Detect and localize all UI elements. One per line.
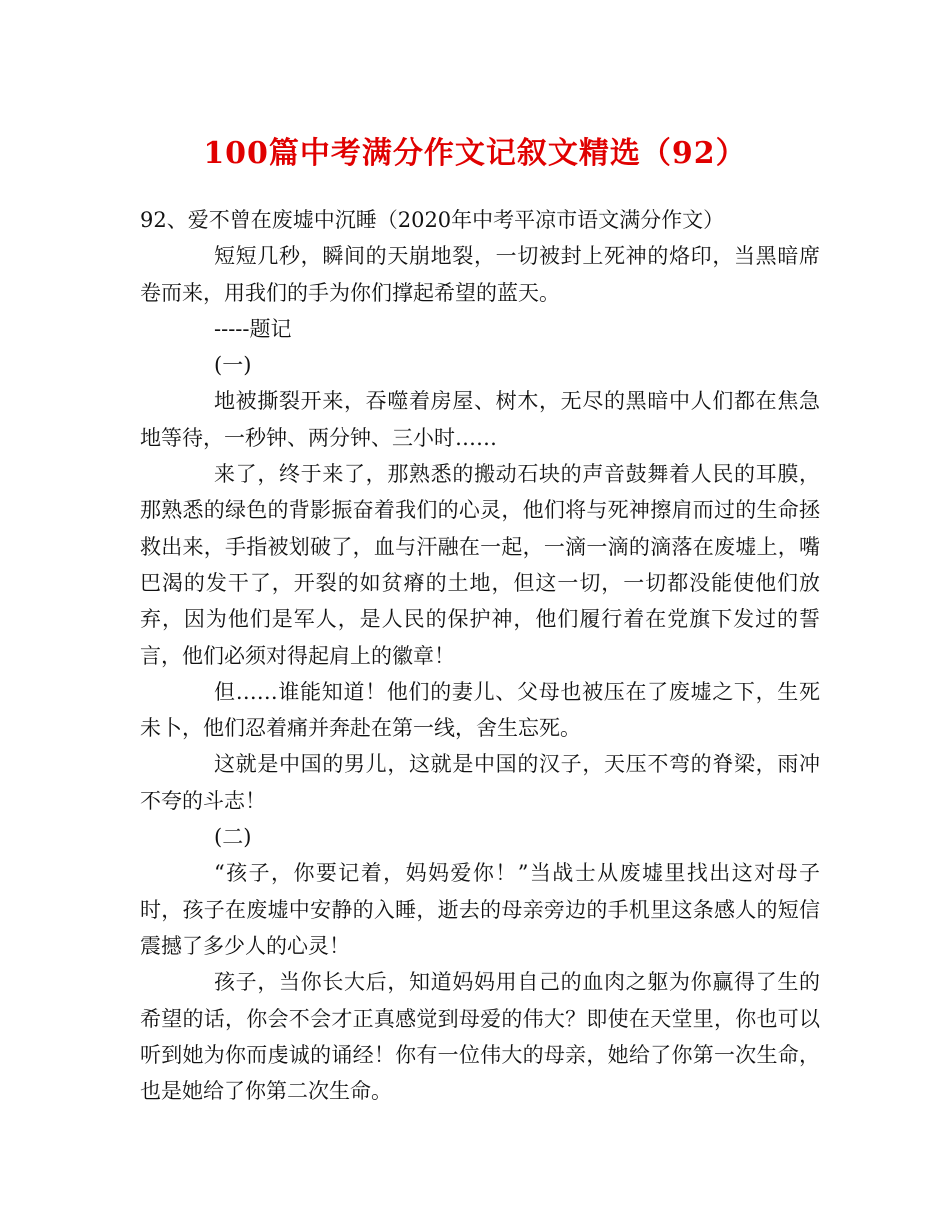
document-title: 100篇中考满分作文记叙文精选（92） (203, 136, 747, 171)
body-paragraph: 孩子，当你长大后，知道妈妈用自己的血肉之躯为你赢得了生的希望的话，你会不会才正真感觉到母爱的伟大？即使在天堂里，你也可以听到她为你而虔诚的诵经！你有一位伟大的母亲，她给了你第一次生命，也是她给了你第二次生命。 (140, 970, 820, 1104)
epigraph-paragraph: 短短几秒，瞬间的天崩地裂，一切被封上死神的烙印，当黑暗席卷而来，用我们的手为你们撑起希望的蓝天。 (140, 244, 820, 305)
epigraph-attribution: -----题记 (214, 316, 292, 341)
body-paragraph: 地被撕裂开来，吞噬着房屋、树木，无尽的黑暗中人们都在焦急地等待，一秒钟、两分钟、三小时…… (140, 389, 820, 450)
essay-heading: 92、爱不曾在废墟中沉睡（2020年中考平凉市语文满分作文） (140, 208, 725, 232)
body-paragraph: 这就是中国的男儿，这就是中国的汉子，天压不弯的脊梁，雨冲不夸的斗志！ (140, 752, 820, 813)
document-body (140, 202, 820, 1109)
section-marker-one: (一) (214, 353, 252, 378)
body-paragraph: “孩子，你要记着，妈妈爱你！”当战士从废墟里找出这对母子时，孩子在废墟中安静的入睡，逝去的母亲旁边的手机里这条感人的短信震撼了多少人的心灵！ (140, 861, 820, 958)
body-paragraph: 来了，终于来了，那熟悉的搬动石块的声音鼓舞着人民的耳膜，那熟悉的绿色的背影振奋着我们的心灵，他们将与死神擦肩而过的生命拯救出来，手指被划破了，血与汗融在一起，一滴一滴的滴落在废墟上，嘴巴渴的发干了，开裂的如贫瘠的土地，但这一切，一切都没能使他们放弃，因为他们是军人，是人民的保护神，他们履行着在党旗下发过的誓言，他们必须对得起肩上的徽章！ (140, 462, 820, 668)
section-marker-two: (二) (214, 825, 252, 850)
body-paragraph: 但……谁能知道！他们的妻儿、父母也被压在了废墟之下，生死未卜，他们忍着痛并奔赴在第一线，舍生忘死。 (140, 679, 820, 741)
